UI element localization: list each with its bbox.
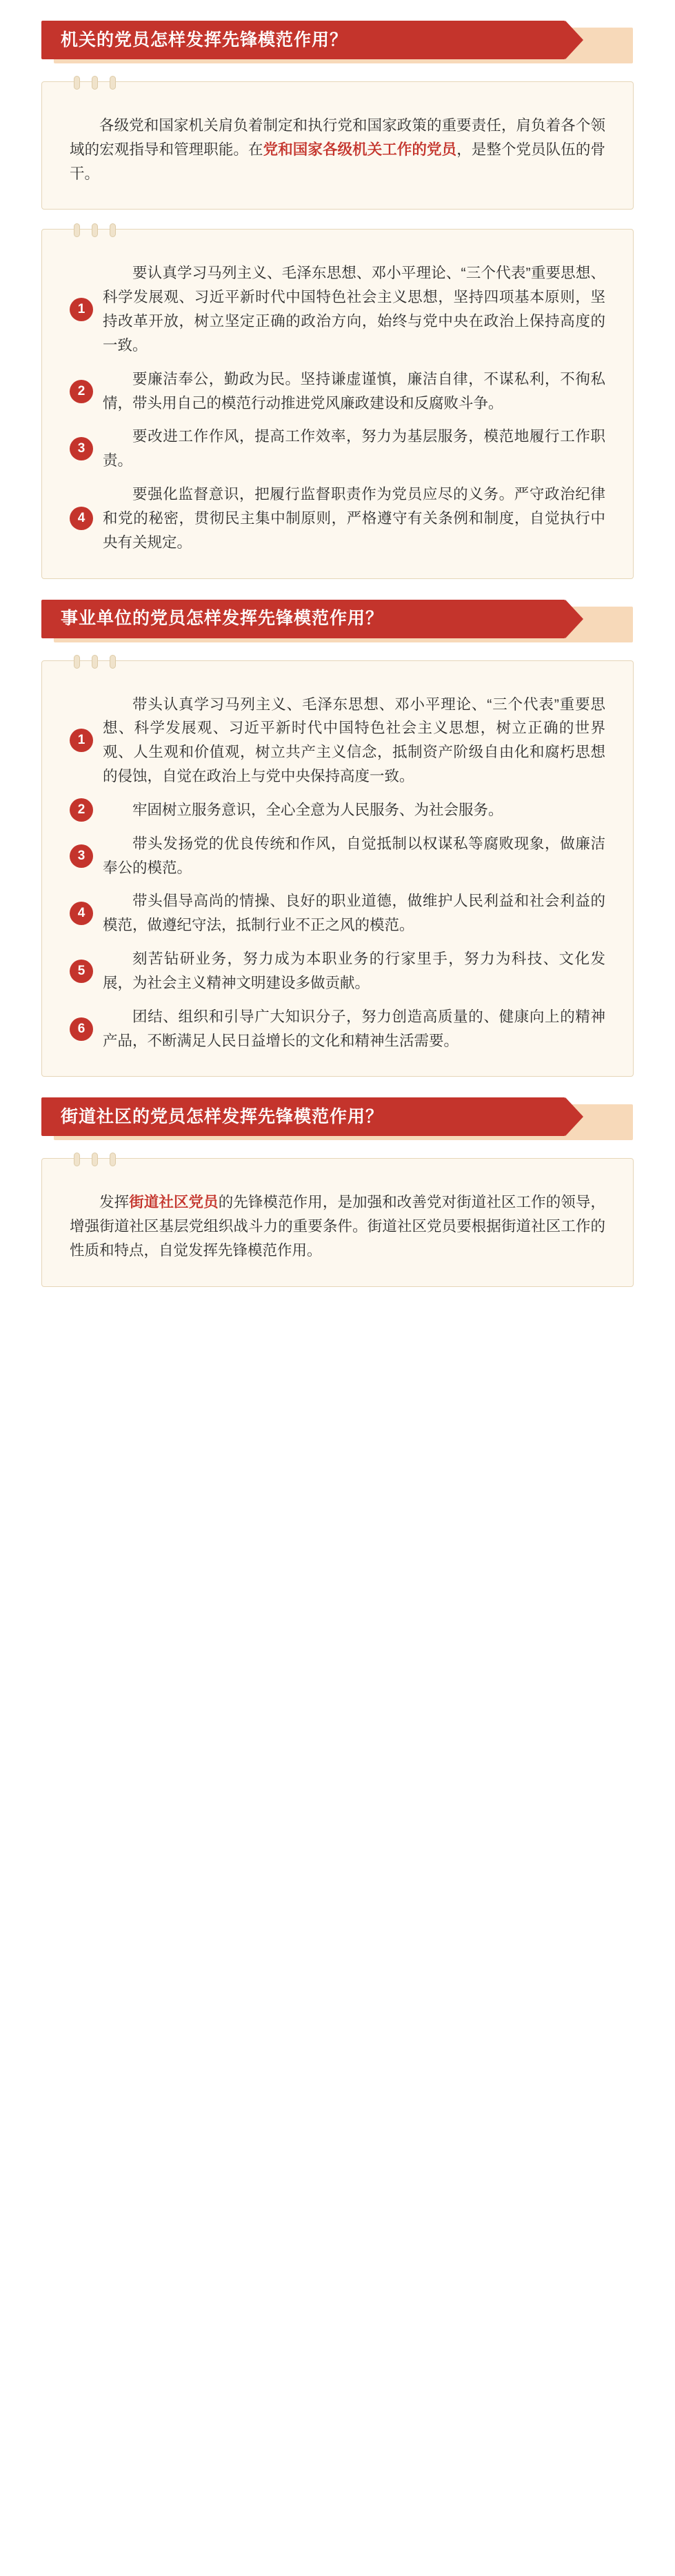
list-item [70, 798, 605, 822]
list-item-text: 带头发扬党的优良传统和作风，自觉抵制以权谋私等腐败现象，做廉洁奉公的模范。 [103, 835, 605, 876]
numbered-list [70, 693, 605, 1053]
list-item-text: 团结、组织和引导广大知识分子，努力创造高质量的、健康向上的精神产品，不断满足人民日益增长的文化和精神生活需要。 [103, 1008, 605, 1049]
note-card [41, 660, 634, 1077]
list-item-text: 牢固树立服务意识，全心全意为人民服务、为社会服务。 [132, 801, 503, 818]
ring-icon [74, 223, 80, 237]
list-item-text: 要廉洁奉公，勤政为民。坚持谦虚谨慎，廉洁自律，不谋私利，不徇私情，带头用自己的模范行动推进党风廉政建设和反腐败斗争。 [103, 370, 605, 412]
ring-icon [74, 76, 80, 90]
list-item-text: 带头认真学习马列主义、毛泽东思想、邓小平理论、“三个代表”重要思想、科学发展观、习近平新时代中国特色社会主义思想，树立正确的世界观、人生观和价值观，树立共产主义信念，抵制资产阶级自由化和腐朽思想的侵蚀，自觉在政治上与党中央保持高度一致。 [103, 696, 605, 785]
list-item-text: 刻苦钻研业务，努力成为本职业务的行家里手，努力为科技、文化发展，为社会主义精神文明建设多做贡献。 [103, 951, 605, 991]
section-banner [41, 1097, 634, 1140]
content-section [0, 600, 675, 1077]
ring-icon [110, 223, 116, 237]
list-item-text: 带头倡导高尚的情操、良好的职业道德，做维护人民利益和社会利益的模范，做遵纪守法，抵制行业不正之风的模范。 [103, 893, 605, 934]
list-item-text: 要改进工作作风，提高工作效率，努力为基层服务，模范地履行工作职责。 [103, 428, 605, 469]
card-binding-rings [74, 223, 116, 237]
section-heading: 机关的党员怎样发挥先锋模范作用？ [61, 30, 348, 50]
list-number-badge: 5 [70, 960, 93, 983]
text-run: 发挥 [99, 1194, 130, 1211]
ring-icon [110, 76, 116, 90]
list-item [70, 832, 605, 880]
list-item [70, 425, 605, 473]
banner-block [41, 600, 565, 638]
list-number-badge: 1 [70, 729, 93, 752]
card-binding-rings [74, 1153, 116, 1166]
list-number-badge: 2 [70, 380, 93, 403]
list-number-badge: 6 [70, 1017, 93, 1041]
list-number-badge: 4 [70, 507, 93, 530]
paragraph-text [70, 1190, 605, 1262]
card-binding-rings [74, 76, 116, 90]
ring-icon [92, 76, 98, 90]
list-item [70, 693, 605, 789]
ring-icon [74, 655, 80, 669]
banner-block [41, 1097, 565, 1136]
list-item [70, 947, 605, 995]
list-item [70, 367, 605, 416]
section-heading: 事业单位的党员怎样发挥先锋模范作用？ [61, 609, 384, 629]
list-number-badge: 4 [70, 902, 93, 925]
ring-icon [110, 1153, 116, 1166]
note-card [41, 81, 634, 210]
list-item-text: 要认真学习马列主义、毛泽东思想、邓小平理论、“三个代表”重要思想、科学发展观、习近平新时代中国特色社会主义思想，坚持四项基本原则，坚持改革开放，树立坚定正确的政治方向，始终与党中央在政治上保持高度的一致。 [103, 265, 605, 354]
paragraph-text [70, 114, 605, 185]
list-item-text: 要强化监督意识，把履行监督职责作为党员应尽的义务。严守政治纪律和党的秘密，贯彻民主集中制原则，严格遵守有关条例和制度，自觉执行中央有关规定。 [103, 486, 605, 551]
list-number-badge: 2 [70, 798, 93, 822]
ring-icon [110, 655, 116, 669]
ring-icon [92, 1153, 98, 1166]
content-section [0, 1097, 675, 1286]
note-card [41, 229, 634, 578]
list-item [70, 483, 605, 554]
list-number-badge: 1 [70, 298, 93, 321]
text-run: 各级党和国家机关肩负着制定和执行党和国家政策的重要责任，肩负着各个领域的宏观指导和管理职能。在 [70, 117, 605, 158]
ring-icon [92, 223, 98, 237]
banner-block [41, 21, 565, 59]
section-banner [41, 600, 634, 642]
ring-icon [92, 655, 98, 669]
highlighted-term: 街道社区党员 [129, 1194, 219, 1211]
list-item [70, 889, 605, 937]
document-page [0, 21, 675, 1335]
card-binding-rings [74, 655, 116, 669]
section-banner [41, 21, 634, 63]
numbered-list [70, 261, 605, 554]
note-card [41, 1158, 634, 1286]
list-number-badge: 3 [70, 844, 93, 868]
highlighted-term: 党和国家各级机关工作的党员 [263, 141, 457, 158]
text-run: ，是整个党员队伍的骨干。 [70, 141, 605, 182]
list-item [70, 261, 605, 357]
text-run: 的先锋模范作用，是加强和改善党对街道社区工作的领导，增强街道社区基层党组织战斗力的重要条件。街道社区党员要根据街道社区工作的性质和特点，自觉发挥先锋模范作用。 [70, 1194, 605, 1259]
list-number-badge: 3 [70, 437, 93, 460]
section-heading: 街道社区的党员怎样发挥先锋模范作用？ [61, 1106, 384, 1126]
content-section [0, 21, 675, 579]
ring-icon [74, 1153, 80, 1166]
list-item [70, 1005, 605, 1053]
